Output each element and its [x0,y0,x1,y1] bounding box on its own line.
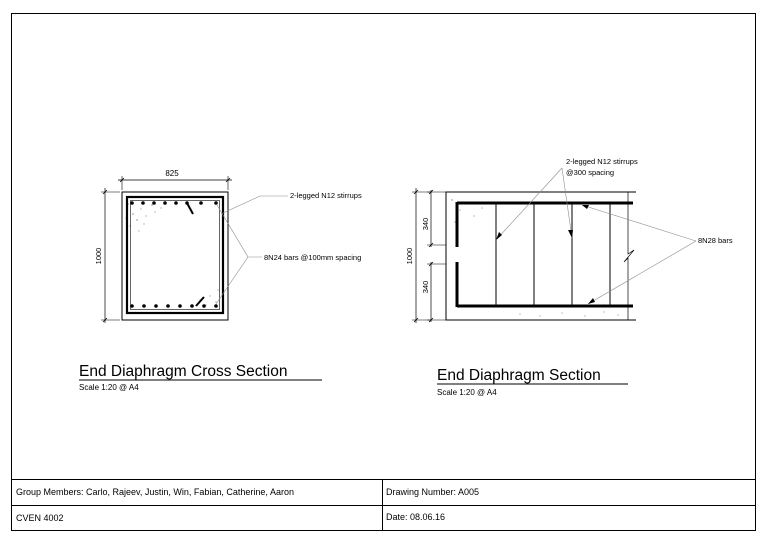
label-bars-right: 8N28 bars [698,236,733,245]
section-title: End Diaphragm Section [437,367,601,384]
section-break-line [624,192,634,320]
drawing-date: Date: 08.06.16 [386,512,446,522]
leader-stirrups-left [221,196,288,214]
section-view [405,157,733,397]
cross-section-title: End Diaphragm Cross Section [79,363,288,380]
section-stirrups [496,204,610,305]
cross-section-top-bars [130,201,218,205]
leader-arrow-c [582,205,589,209]
section-concrete-outline [446,192,636,320]
leader-arrow-a [496,232,502,240]
cross-section-concrete [122,192,228,320]
section-scale: Scale 1:20 @ A4 [437,388,497,397]
cross-section-hook-bottom [196,297,204,306]
leader-bars-right-bottom [588,241,696,304]
dim-1000-left-label: 1000 [94,247,103,265]
label-stirrups-left: 2-legged N12 stirrups [290,191,362,200]
leader-bars-right-top [582,205,696,241]
cross-section-stirrup-outer [127,197,223,313]
dim-825-label: 825 [165,169,179,178]
leader-bars-left-bottom [216,257,248,304]
group-members: Group Members: Carlo, Rajeev, Justin, Win, Fabian, Catherine, Aaron [16,487,294,497]
label-stirrups-right-line2: @300 spacing [566,168,615,177]
cross-section-bottom-bars [130,304,218,308]
cross-section-concrete-hatch [126,203,219,305]
dim-340-lower-label: 340 [421,280,430,294]
sheet-border [12,14,756,531]
course-code: CVEN 4002 [16,513,64,523]
label-stirrups-right-line1: 2-legged N12 stirrups [566,157,638,166]
drawing-number: Drawing Number: A005 [386,487,480,497]
cross-section-scale: Scale 1:20 @ A4 [79,383,139,392]
cross-section-hook-top [187,203,193,214]
dim-340-upper-label: 340 [421,217,430,231]
leader-arrow-d [588,298,595,304]
cross-section-view [79,169,362,392]
dim-1000-right-label: 1000 [405,247,414,265]
cross-section-stirrup-inner [131,201,220,310]
label-bars-left: 8N24 bars @100mm spacing [264,253,362,262]
